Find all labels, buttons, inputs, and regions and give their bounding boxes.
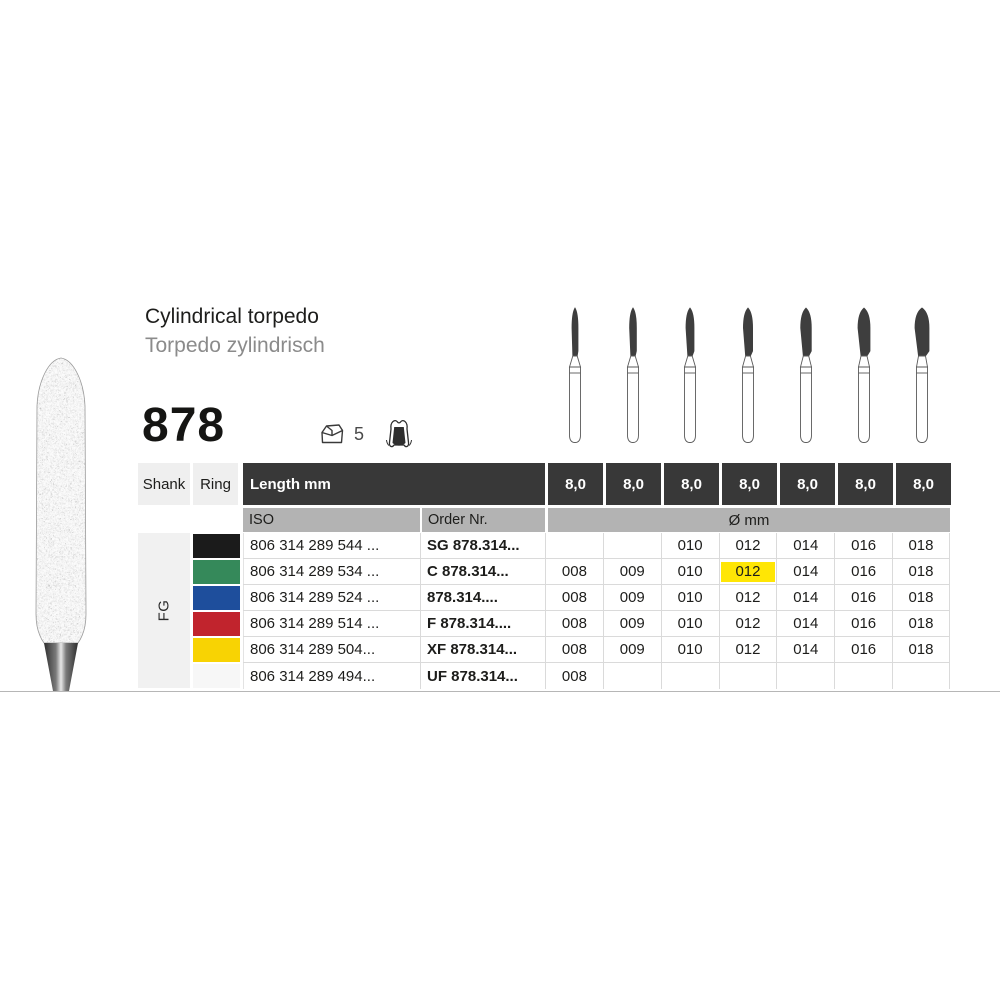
bur-diagram-012: [738, 306, 758, 444]
length-value: 8,0: [548, 463, 603, 505]
pack-quantity: 5: [354, 423, 365, 444]
ring-color-swatch: [193, 534, 240, 558]
order-number: XF 878.314...: [420, 637, 545, 662]
order-number: UF 878.314...: [420, 663, 545, 689]
diameter-cell-highlighted: 012: [719, 559, 777, 584]
diameter-cell: 012: [719, 585, 777, 610]
length-value: 8,0: [896, 463, 951, 505]
bur-diagram-008: [565, 306, 585, 444]
shank-column-header: Shank: [138, 463, 190, 505]
figure-number: 878: [142, 399, 226, 452]
length-value: 8,0: [780, 463, 835, 505]
tooth-crown-icon: [384, 417, 414, 450]
diameter-cell: 014: [776, 533, 834, 558]
diameter-cell: [892, 663, 950, 689]
diameter-cell: 010: [661, 533, 719, 558]
diameter-cell: [719, 663, 777, 689]
order-number: 878.314....: [420, 585, 545, 610]
diameter-cell: [661, 663, 719, 689]
iso-number: 806 314 289 544 ...: [243, 533, 420, 558]
order-number: C 878.314...: [420, 559, 545, 584]
bur-diagram-010: [680, 306, 700, 444]
diameter-cell: 012: [719, 637, 777, 662]
diameter-cell: [776, 663, 834, 689]
table-row: [193, 663, 950, 689]
diameter-cell: 016: [834, 637, 892, 662]
diameter-cell: [545, 533, 603, 558]
pack-info: [317, 422, 364, 446]
diameter-cell: 010: [661, 585, 719, 610]
diameter-cell: 018: [892, 637, 950, 662]
diameter-cell: 016: [834, 585, 892, 610]
length-values-row: [548, 463, 951, 505]
diameter-cell: 018: [892, 585, 950, 610]
iso-number: 806 314 289 494...: [243, 663, 420, 689]
bur-diagram-009: [623, 306, 643, 444]
diameter-cell: 016: [834, 559, 892, 584]
diameter-cell: 009: [603, 559, 661, 584]
diameter-cell: 008: [545, 637, 603, 662]
diameter-cell: [603, 533, 661, 558]
iso-number: 806 314 289 524 ...: [243, 585, 420, 610]
diameter-cell: 009: [603, 637, 661, 662]
iso-number: 806 314 289 504...: [243, 637, 420, 662]
table-row: [193, 559, 950, 585]
bur-diagram-016: [854, 306, 874, 444]
title-german: Torpedo zylindrisch: [145, 334, 325, 357]
length-value: 8,0: [606, 463, 661, 505]
ring-color-swatch: [193, 664, 240, 688]
ring-color-swatch: [193, 612, 240, 636]
ring-color-swatch: [193, 586, 240, 610]
diameter-cell: 018: [892, 611, 950, 636]
ring-color-swatch: [193, 560, 240, 584]
diameter-cell: 014: [776, 559, 834, 584]
diameter-cell: 018: [892, 533, 950, 558]
table-row: [193, 585, 950, 611]
order-number: SG 878.314...: [420, 533, 545, 558]
open-box-icon: [317, 422, 347, 446]
table-row: [193, 533, 950, 559]
product-table-body: [193, 533, 950, 689]
diameter-cell: 014: [776, 637, 834, 662]
iso-number: 806 314 289 534 ...: [243, 559, 420, 584]
bur-diagram-018: [912, 306, 932, 444]
table-row: [193, 637, 950, 663]
diameter-cell: 018: [892, 559, 950, 584]
shank-type-cell: [138, 533, 190, 688]
diameter-cell: 014: [776, 611, 834, 636]
bur-diagram-014: [796, 306, 816, 444]
length-value: 8,0: [838, 463, 893, 505]
bur-photo: [24, 352, 102, 692]
diameter-cell: 009: [603, 585, 661, 610]
page-divider-rule: [0, 691, 1000, 692]
diameter-cell: 016: [834, 611, 892, 636]
diameter-cell: [834, 663, 892, 689]
iso-number: 806 314 289 514 ...: [243, 611, 420, 636]
title-english: Cylindrical torpedo: [145, 305, 319, 328]
order-number: F 878.314....: [420, 611, 545, 636]
shank-type-label: FG: [155, 599, 173, 622]
ring-column-header: Ring: [193, 463, 238, 505]
diameter-cell: 014: [776, 585, 834, 610]
order-nr-column-header: Order Nr.: [422, 508, 545, 532]
diameter-cell: 016: [834, 533, 892, 558]
diameter-header: Ø mm: [548, 508, 950, 532]
product-titles: [145, 302, 325, 360]
table-row: [193, 611, 950, 637]
length-header: Length mm: [243, 463, 545, 505]
diameter-cell: 012: [719, 533, 777, 558]
diameter-cell: [603, 663, 661, 689]
diameter-cell: 008: [545, 585, 603, 610]
diameter-cell: 010: [661, 637, 719, 662]
iso-column-header: ISO: [243, 508, 420, 532]
diameter-cell: 008: [545, 663, 603, 689]
diameter-cell: 008: [545, 611, 603, 636]
ring-color-swatch: [193, 638, 240, 662]
diameter-cell: 012: [719, 611, 777, 636]
length-value: 8,0: [722, 463, 777, 505]
length-value: 8,0: [664, 463, 719, 505]
diameter-cell: 008: [545, 559, 603, 584]
diameter-cell: 010: [661, 611, 719, 636]
diameter-cell: 010: [661, 559, 719, 584]
diameter-cell: 009: [603, 611, 661, 636]
